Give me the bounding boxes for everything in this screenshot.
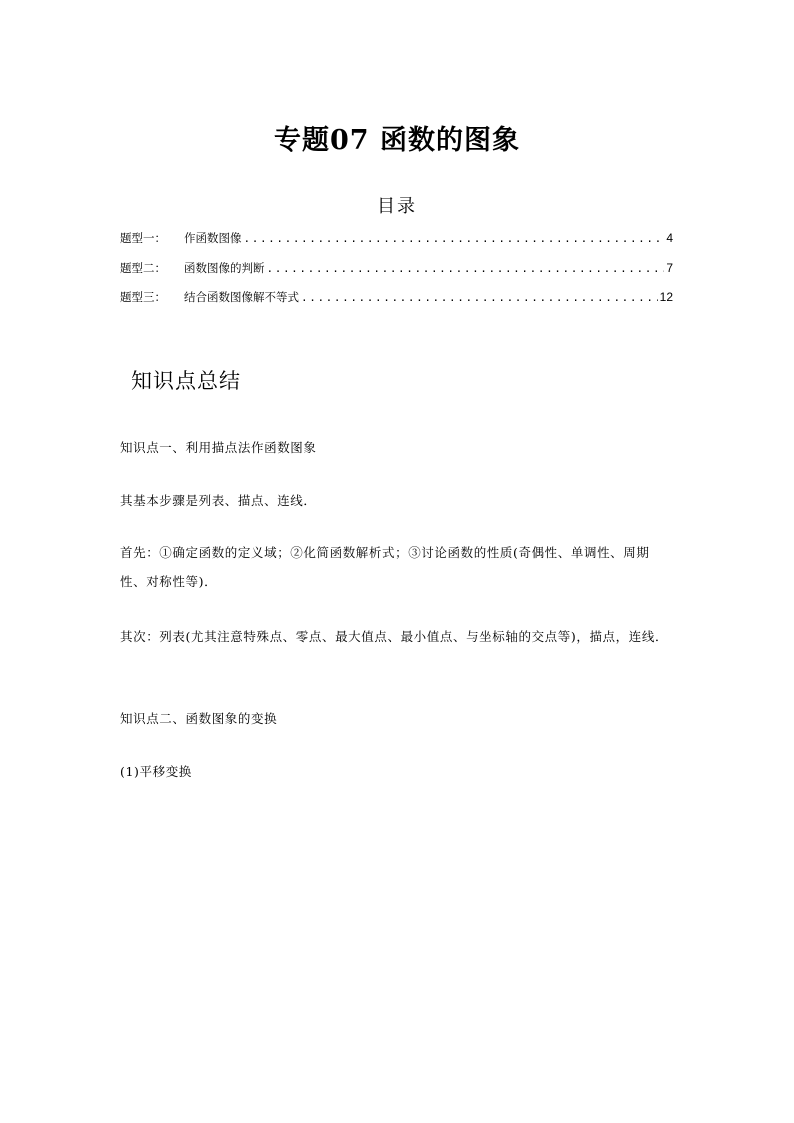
toc-entry-page: 7 — [666, 260, 673, 275]
document-title: 专题07 函数的图象 — [274, 125, 520, 156]
toc-heading: 目录 — [377, 196, 417, 217]
table-of-contents — [120, 230, 673, 319]
toc-entry-label: 题型一： — [120, 231, 166, 245]
toc-entry-text: 作函数图像 — [184, 231, 242, 245]
knowledge-point-heading: 知识点一、利用描点法作函数图象 — [120, 440, 317, 455]
body-paragraph: 其基本步骤是列表、描点、连线． — [120, 493, 317, 508]
knowledge-point-heading: 知识点二、函数图象的变换 — [120, 711, 278, 726]
toc-entry-text: 结合函数图像解不等式 — [184, 290, 299, 304]
toc-entry-label: 题型三： — [120, 290, 166, 304]
toc-entry-page: 4 — [666, 231, 673, 245]
section-heading: 知识点总结 — [131, 369, 241, 393]
toc-leader-dots — [301, 291, 658, 304]
toc-entry-page: 12 — [659, 290, 673, 304]
toc-leader-dots — [244, 232, 665, 245]
toc-entry-2[interactable] — [120, 260, 673, 290]
body-paragraph: 首先：①确定函数的定义域；②化简函数解析式；③讨论函数的性质(奇偶性、单调性、周期性、对称性等)． — [120, 545, 650, 589]
toc-entry-3[interactable] — [120, 289, 673, 319]
subsection-heading: (1)平移变换 — [120, 764, 192, 779]
toc-entry-label: 题型二： — [120, 260, 166, 275]
toc-leader-dots — [267, 262, 665, 275]
body-paragraph: 其次：列表(尤其注意特殊点、零点、最大值点、最小值点、与坐标轴的交点等)，描点，连线． — [120, 629, 669, 644]
toc-entry-1[interactable] — [120, 230, 673, 260]
toc-entry-text: 函数图像的判断 — [184, 260, 265, 275]
